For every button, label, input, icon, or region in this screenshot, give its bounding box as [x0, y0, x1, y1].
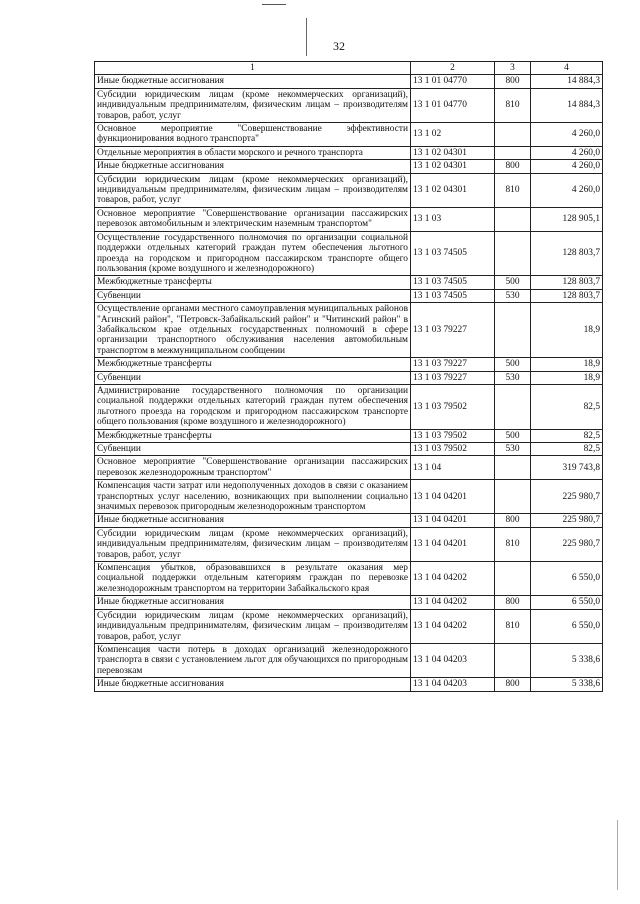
row-name: Компенсация части затрат или недополученных доходов в связи с оказанием транспортных услуг населению, возникающих при выполнении социально значимых перевозок пригородным железнодорожным транспортом — [95, 480, 411, 514]
row-code: 13 1 03 74505 — [411, 289, 495, 302]
row-amount: 82,5 — [531, 384, 603, 429]
row-expense-type — [495, 562, 531, 596]
row-code: 13 1 04 04203 — [411, 678, 495, 691]
row-amount: 6 550,0 — [531, 562, 603, 596]
scan-mark — [617, 820, 618, 890]
table-row — [95, 678, 603, 691]
table-row — [95, 456, 603, 480]
row-name: Субвенции — [95, 289, 411, 302]
row-code: 13 1 04 — [411, 456, 495, 480]
row-amount: 225 980,7 — [531, 527, 603, 561]
row-name: Иные бюджетные ассигнования — [95, 75, 411, 88]
row-name: Основное мероприятие "Совершенствование эффективности функционирования водного транспорта" — [95, 123, 411, 147]
row-code: 13 1 03 79227 — [411, 371, 495, 384]
table-row — [95, 480, 603, 514]
row-expense-type: 500 — [495, 429, 531, 442]
row-expense-type: 800 — [495, 160, 531, 173]
row-amount: 18,9 — [531, 371, 603, 384]
budget-table — [94, 61, 603, 692]
row-code: 13 1 03 74505 — [411, 276, 495, 289]
page-number: 32 — [333, 39, 345, 53]
row-amount: 128 803,7 — [531, 289, 603, 302]
row-amount: 4 260,0 — [531, 123, 603, 147]
row-amount: 225 980,7 — [531, 480, 603, 514]
table-row — [95, 276, 603, 289]
row-code: 13 1 03 79227 — [411, 358, 495, 371]
row-code: 13 1 01 04770 — [411, 88, 495, 122]
row-name: Основное мероприятие "Совершенствование организации пассажирских перевозок железнодорожным транспортом" — [95, 456, 411, 480]
row-expense-type — [495, 384, 531, 429]
table-row — [95, 146, 603, 159]
row-code: 13 1 04 04201 — [411, 480, 495, 514]
row-expense-type: 800 — [495, 75, 531, 88]
row-expense-type: 810 — [495, 88, 531, 122]
row-name: Компенсация части потерь в доходах организаций железнодорожного транспорта в связи с установлением льгот для обучающихся по пригородным перевозкам — [95, 643, 411, 677]
row-expense-type: 810 — [495, 173, 531, 207]
row-name: Межбюджетные трансферты — [95, 358, 411, 371]
row-amount: 4 260,0 — [531, 160, 603, 173]
row-expense-type: 500 — [495, 358, 531, 371]
row-name: Осуществление государственного полномочия по организации социальной поддержки отдельных категорий граждан путем обеспечения льготного проезда на городском и пригородном пассажирском транспорте общего пользования (кроме воздушного и железнодорожного) — [95, 231, 411, 276]
row-name: Иные бюджетные ассигнования — [95, 678, 411, 691]
row-code: 13 1 02 04301 — [411, 173, 495, 207]
row-amount: 128 803,7 — [531, 231, 603, 276]
table-row — [95, 75, 603, 88]
column-header: 4 — [531, 62, 603, 75]
row-code: 13 1 03 79502 — [411, 384, 495, 429]
row-name: Субсидии юридическим лицам (кроме некоммерческих организаций), индивидуальным предпринимателям, физическим лицам – производителям товаров, работ, услуг — [95, 527, 411, 561]
row-expense-type — [495, 231, 531, 276]
row-code: 13 1 01 04770 — [411, 75, 495, 88]
row-code: 13 1 04 04201 — [411, 527, 495, 561]
table-row — [95, 429, 603, 442]
row-amount: 4 260,0 — [531, 173, 603, 207]
column-header: 2 — [411, 62, 495, 75]
row-name: Межбюджетные трансферты — [95, 276, 411, 289]
row-name: Отдельные мероприятия в области морского и речного транспорта — [95, 146, 411, 159]
row-expense-type — [495, 207, 531, 231]
row-expense-type: 810 — [495, 527, 531, 561]
row-expense-type — [495, 123, 531, 147]
table-row — [95, 384, 603, 429]
row-code: 13 1 02 — [411, 123, 495, 147]
row-name: Субсидии юридическим лицам (кроме некоммерческих организаций), индивидуальным предпринимателям, физическим лицам – производителям товаров, работ, услуг — [95, 609, 411, 643]
table-row — [95, 289, 603, 302]
column-header: 1 — [95, 62, 411, 75]
table-row — [95, 596, 603, 609]
table-row — [95, 88, 603, 122]
table-row — [95, 562, 603, 596]
row-expense-type: 500 — [495, 276, 531, 289]
row-code: 13 1 03 79227 — [411, 303, 495, 358]
table-row — [95, 443, 603, 456]
row-amount: 5 338,6 — [531, 643, 603, 677]
row-expense-type: 800 — [495, 596, 531, 609]
row-expense-type: 810 — [495, 609, 531, 643]
row-amount: 128 905,1 — [531, 207, 603, 231]
row-amount: 128 803,7 — [531, 276, 603, 289]
row-expense-type — [495, 303, 531, 358]
row-name: Администрирование государственного полномочия по организации социальной поддержки отдельных категорий граждан путем обеспечения льготного проезда на городском и пригородном пассажирском транспорте общего пользования (кроме воздушного и железнодорожного) — [95, 384, 411, 429]
row-code: 13 1 03 79502 — [411, 443, 495, 456]
row-expense-type: 530 — [495, 371, 531, 384]
table-row — [95, 527, 603, 561]
row-code: 13 1 04 04202 — [411, 609, 495, 643]
table-row — [95, 358, 603, 371]
row-code: 13 1 03 — [411, 207, 495, 231]
table-row — [95, 514, 603, 527]
row-name: Межбюджетные трансферты — [95, 429, 411, 442]
row-amount: 6 550,0 — [531, 609, 603, 643]
table-row — [95, 643, 603, 677]
column-header: 3 — [495, 62, 531, 75]
row-name: Субсидии юридическим лицам (кроме некоммерческих организаций), индивидуальным предпринимателям, физическим лицам – производителям товаров, работ, услуг — [95, 88, 411, 122]
row-amount: 82,5 — [531, 443, 603, 456]
row-code: 13 1 04 04201 — [411, 514, 495, 527]
table-row — [95, 303, 603, 358]
row-expense-type — [495, 146, 531, 159]
row-expense-type: 530 — [495, 289, 531, 302]
row-name: Иные бюджетные ассигнования — [95, 160, 411, 173]
row-code: 13 1 03 79502 — [411, 429, 495, 442]
row-amount: 225 980,7 — [531, 514, 603, 527]
row-amount: 82,5 — [531, 429, 603, 442]
row-name: Иные бюджетные ассигнования — [95, 514, 411, 527]
row-code: 13 1 04 04203 — [411, 643, 495, 677]
row-name: Субвенции — [95, 371, 411, 384]
row-name: Иные бюджетные ассигнования — [95, 596, 411, 609]
row-amount: 14 884,3 — [531, 75, 603, 88]
table-row — [95, 123, 603, 147]
row-name: Субсидии юридическим лицам (кроме некоммерческих организаций), индивидуальным предпринимателям, физическим лицам – производителям товаров, работ, услуг — [95, 173, 411, 207]
row-expense-type: 800 — [495, 678, 531, 691]
table-header-row — [95, 62, 603, 75]
row-expense-type — [495, 643, 531, 677]
row-amount: 4 260,0 — [531, 146, 603, 159]
table-row — [95, 160, 603, 173]
row-code: 13 1 02 04301 — [411, 160, 495, 173]
row-name: Осуществление органами местного самоуправления муниципальных районов "Агинский район", "Петровск-Забайкальский район" и "Читинский район" в Забайкальском крае отдельных государственных полномочий в сфере организации транспортного обслуживания населения автомобильным транспортом в межмуниципальном сообщении — [95, 303, 411, 358]
row-code: 13 1 02 04301 — [411, 146, 495, 159]
scan-mark — [262, 4, 286, 5]
row-code: 13 1 03 74505 — [411, 231, 495, 276]
row-code: 13 1 04 04202 — [411, 562, 495, 596]
row-amount: 5 338,6 — [531, 678, 603, 691]
row-amount: 6 550,0 — [531, 596, 603, 609]
row-expense-type: 800 — [495, 514, 531, 527]
table-row — [95, 371, 603, 384]
row-amount: 18,9 — [531, 358, 603, 371]
row-expense-type — [495, 456, 531, 480]
table-row — [95, 231, 603, 276]
row-amount: 14 884,3 — [531, 88, 603, 122]
table-row — [95, 207, 603, 231]
table-row — [95, 609, 603, 643]
row-expense-type: 530 — [495, 443, 531, 456]
row-expense-type — [495, 480, 531, 514]
scan-mark — [306, 18, 307, 56]
row-amount: 319 743,8 — [531, 456, 603, 480]
row-code: 13 1 04 04202 — [411, 596, 495, 609]
row-name: Основное мероприятие "Совершенствование организации пассажирских перевозок автомобильным и электрическим наземным транспортом" — [95, 207, 411, 231]
row-name: Субвенции — [95, 443, 411, 456]
row-name: Компенсация убытков, образовавшихся в результате оказания мер социальной поддержки отдельным категориям граждан по перевозке железнодорожным транспортом на территории Забайкальского края — [95, 562, 411, 596]
row-amount: 18,9 — [531, 303, 603, 358]
table-row — [95, 173, 603, 207]
